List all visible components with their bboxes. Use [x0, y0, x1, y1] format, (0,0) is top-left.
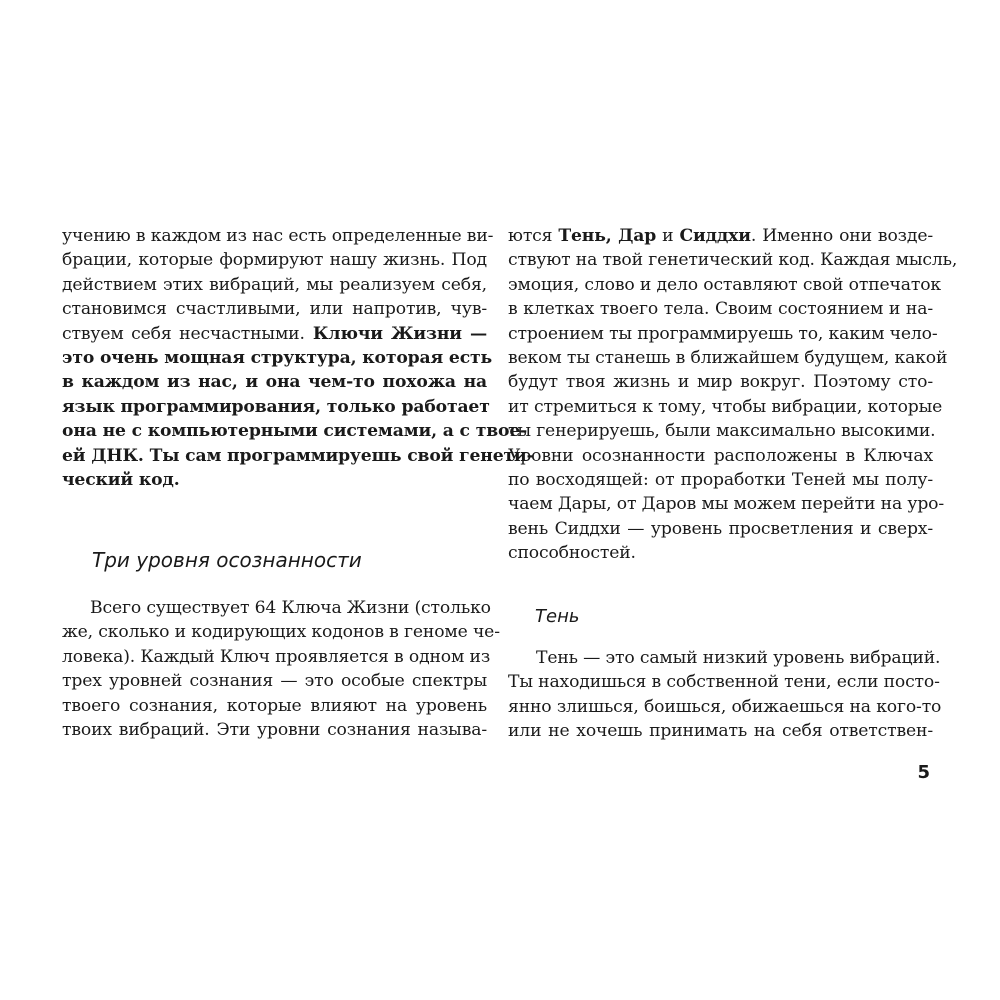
subsection-heading: Тень — [535, 606, 580, 627]
body-text: ются — [508, 226, 559, 246]
right-column-p2 — [508, 646, 942, 744]
body-line: твоих вибраций. Эти уровни сознания называ- — [62, 719, 487, 740]
body-line: твоего сознания, которые влияют на уровень — [62, 695, 487, 716]
body-line: янно злишься, боишься, обижаешься на кого-то — [508, 696, 942, 717]
body-line: ловека). Каждый Ключ проявляется в одном из — [62, 646, 491, 667]
body-line: способностей. — [508, 543, 636, 564]
body-line: ты генерируешь, были максимально высокими. — [508, 421, 936, 442]
bold-line: ей ДНК. Ты сам программируешь свой генети- — [62, 445, 534, 466]
body-line: трех уровней сознания — это особые спектры — [62, 671, 487, 692]
body-line: ствуют на твой генетический код. Каждая мысль, — [508, 250, 958, 271]
body-text: ствуем себя несчастными. — [62, 323, 305, 344]
bold-line: язык программирования, только работает — [62, 396, 490, 417]
body-line: учению в каждом из нас есть определенные ви- — [62, 226, 494, 246]
body-line-mixed — [62, 322, 487, 346]
bold-text: Ключи Жизни — — [304, 323, 488, 344]
bold-text: Тень, Дар — [558, 226, 657, 246]
bold-line: это очень мощная структура, которая есть — [62, 347, 493, 368]
body-line: строением ты программируешь то, каким чело- — [508, 323, 938, 344]
section-heading: Три уровня осознанности — [92, 548, 362, 572]
body-line: становимся счастливыми, или напротив, чув- — [62, 299, 487, 320]
body-line: же, сколько и кодирующих кодонов в геноме че- — [62, 622, 500, 643]
body-line: чаем Дары, от Даров мы можем перейти на уро- — [508, 494, 945, 515]
body-line: действием этих вибраций, мы реализуем себя, — [62, 274, 487, 295]
body-text: и — [656, 226, 680, 246]
body-line: ит стремиться к тому, чтобы вибрации, которые — [508, 396, 943, 417]
page-number: 5 — [917, 762, 930, 783]
body-line: Ты находишься в собственной тени, если посто- — [508, 672, 940, 693]
body-line: по восходящей: от проработки Теней мы полу- — [508, 469, 933, 490]
body-line: в клетках твоего тела. Своим состоянием и на- — [508, 299, 933, 320]
body-text: . Именно они возде- — [750, 226, 933, 246]
body-line: вень Сиддхи — уровень просветления и сверх- — [508, 518, 933, 539]
body-line: Всего существует 64 Ключа Жизни (столько — [90, 598, 491, 618]
body-line: Уровни осознанности расположены в Ключах — [508, 445, 933, 466]
body-line: эмоция, слово и дело оставляют свой отпечаток — [508, 274, 942, 295]
bold-line: она не с компьютерными системами, а с твое- — [62, 421, 528, 442]
bold-text: Сиддхи — [679, 226, 751, 246]
bold-line: в каждом из нас, и она чем-то похожа на — [62, 372, 487, 393]
body-line: будут твоя жизнь и мир вокруг. Поэтому сто- — [508, 372, 933, 393]
body-line: или не хочешь принимать на себя ответствен- — [508, 721, 933, 742]
bold-line: ческий код. — [62, 469, 180, 490]
left-column-p2 — [62, 596, 500, 742]
body-line-mixed — [508, 224, 933, 248]
body-line: веком ты станешь в ближайшем будущем, какой — [508, 347, 948, 368]
body-line: Тень — это самый низкий уровень вибраций. — [536, 648, 941, 668]
right-column — [508, 224, 958, 565]
body-line: брации, которые формируют нашу жизнь. Под — [62, 250, 487, 271]
